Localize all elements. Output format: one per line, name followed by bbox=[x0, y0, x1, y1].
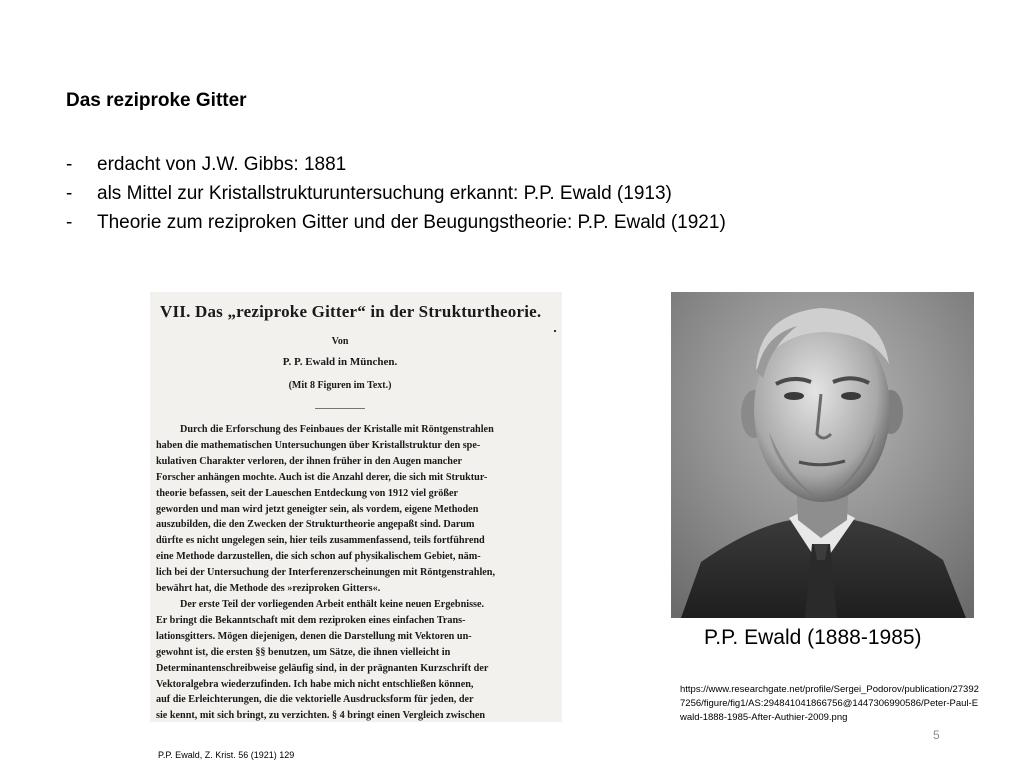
article-line: haben die mathematischen Untersuchungen über Kristallstruktur den spe- bbox=[156, 439, 481, 451]
article-line: sie kennt, mit sich bringt, zu verzichten. § 4 bringt einen Vergleich zwischen bbox=[156, 710, 486, 722]
article-line: Determinantenschreibweise geläufig sind, in der prägnanten Kurzschrift der bbox=[156, 662, 489, 674]
article-line: theorie befassen, seit der Laueschen Entdeckung von 1912 viel größer bbox=[156, 487, 459, 499]
article-heading: VII. Das „reziproke Gitter“ in der Strukturtheorie. bbox=[160, 302, 542, 321]
article-body bbox=[156, 422, 528, 722]
article-line: auf die Erleichterungen, die die vektorielle Ausdrucksform für jeden, der bbox=[156, 694, 474, 706]
article-line: kulativen Charakter verloren, der ihnen früher in den Augen mancher bbox=[156, 455, 463, 467]
article-line: Er bringt die Bekanntschaft mit dem reziproken eines einfachen Trans- bbox=[156, 614, 466, 626]
article-line: eine Methode darzustellen, die sich schon auf physikalischem Gebiet, näm- bbox=[156, 551, 481, 563]
citation: P.P. Ewald, Z. Krist. 56 (1921) 129 bbox=[158, 750, 295, 760]
article-divider bbox=[315, 408, 365, 409]
slide-title: Das reziproke Gitter bbox=[66, 90, 247, 111]
article-line: auszubilden, die den Zwecken der Strukturtheorie angepaßt sind. Darum bbox=[156, 519, 475, 531]
article-line: Der erste Teil der vorliegenden Arbeit enthält keine neuen Ergebnisse. bbox=[180, 598, 485, 610]
article-line: lationsgitters. Mögen diejenigen, denen die Darstellung mit Vektoren un- bbox=[156, 630, 472, 642]
scan-speck bbox=[554, 330, 556, 332]
portrait-photo bbox=[671, 292, 974, 618]
article-line: Forscher anhängen mochte. Auch ist die Anzahl derer, die sich mit Struktur- bbox=[156, 471, 488, 483]
article-figures-note: (Mit 8 Figuren im Text.) bbox=[288, 380, 392, 391]
article-line: bewährt hat, die Methode des »reziproken Gitters«. bbox=[156, 583, 381, 595]
bullet-item: - Theorie zum reziproken Gitter und der Beugungstheorie: P.P. Ewald (1921) bbox=[66, 212, 726, 233]
bullet-item: - erdacht von J.W. Gibbs: 1881 bbox=[66, 154, 347, 175]
article-line: dürfte es nicht ungelegen sein, hier teils zusammenfassend, teils fortführend bbox=[156, 535, 485, 547]
article-line: lich bei der Untersuchung der Interferenzerscheinungen mit Röntgenstrahlen, bbox=[156, 567, 496, 579]
scanned-article-page bbox=[150, 292, 562, 722]
article-line: geworden und man wird jetzt geneigter sein, als vordem, eigene Methoden bbox=[156, 503, 479, 515]
bullet-item: - als Mittel zur Kristallstrukturuntersuchung erkannt: P.P. Ewald (1913) bbox=[66, 183, 672, 204]
image-source-url[interactable]: https://www.researchgate.net/profile/Sergei_Podorov/publication/273927256/figure/fig1/AS:294841041866756@1447306990586/Peter-Paul-Ewald-1888-1985-After-Authier-2009.png bbox=[680, 684, 979, 723]
article-author: P. P. Ewald in München. bbox=[282, 356, 398, 368]
portrait-caption: P.P. Ewald (1888-1985) bbox=[704, 626, 922, 649]
bullet-list bbox=[66, 150, 726, 237]
page-number: 5 bbox=[933, 728, 940, 742]
article-line: gewohnt ist, die ersten §§ benutzen, um Sätze, die ihnen vielleicht in bbox=[156, 646, 451, 658]
article-line: Vektoralgebra wiederzufinden. Ich habe mich nicht entschließen können, bbox=[156, 678, 474, 690]
article-line: Durch die Erforschung des Feinbaues der Kristalle mit Röntgenstrahlen bbox=[180, 424, 494, 435]
article-von: Von bbox=[331, 336, 349, 347]
